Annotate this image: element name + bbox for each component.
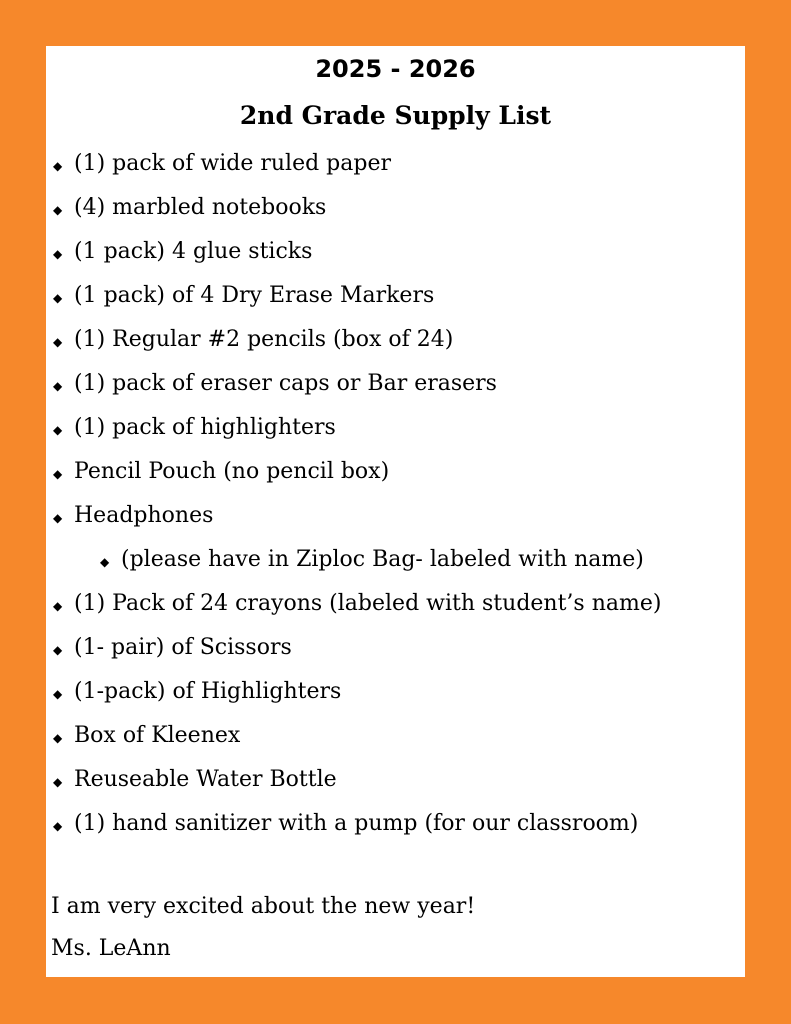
- diamond-bullet-icon: ◆: [53, 511, 63, 525]
- list-item-text: (1- pair) of Scissors: [74, 635, 292, 660]
- list-item-text: Pencil Pouch (no pencil box): [74, 459, 390, 484]
- diamond-bullet-icon: ◆: [53, 247, 63, 261]
- diamond-bullet-icon: ◆: [53, 291, 63, 305]
- list-item-text: (1) pack of eraser caps or Bar erasers: [74, 371, 497, 396]
- diamond-bullet-icon: ◆: [53, 643, 63, 657]
- signature: Ms. LeAnn: [51, 936, 171, 961]
- list-item-text: (1 pack) 4 glue sticks: [74, 239, 313, 264]
- page-title: 2nd Grade Supply List: [239, 101, 552, 130]
- list-item-text: (1) hand sanitizer with a pump (for our classroom): [74, 811, 639, 836]
- list-item: [46, 582, 745, 626]
- list-subitem-text: (please have in Ziploc Bag- labeled with name): [121, 547, 644, 572]
- list-item: [46, 758, 745, 802]
- diamond-bullet-icon: ◆: [53, 379, 63, 393]
- list-item: [46, 142, 745, 186]
- diamond-bullet-icon: ◆: [53, 819, 63, 833]
- diamond-bullet-icon: ◆: [53, 687, 63, 701]
- list-item: [46, 494, 745, 538]
- supply-list: [46, 142, 745, 846]
- diamond-bullet-icon: ◆: [53, 731, 63, 745]
- diamond-bullet-icon: ◆: [53, 159, 63, 173]
- list-item-text: Headphones: [74, 503, 214, 528]
- list-item-text: Reuseable Water Bottle: [74, 767, 337, 792]
- diamond-bullet-icon: ◆: [53, 467, 63, 481]
- diamond-bullet-icon: ◆: [100, 555, 110, 569]
- diamond-bullet-icon: ◆: [53, 335, 63, 349]
- list-item: [46, 318, 745, 362]
- list-item: [46, 274, 745, 318]
- list-item: [46, 186, 745, 230]
- list-subitem: [46, 538, 745, 582]
- list-item: [46, 802, 745, 846]
- diamond-bullet-icon: ◆: [53, 423, 63, 437]
- list-item: [46, 230, 745, 274]
- diamond-bullet-icon: ◆: [53, 599, 63, 613]
- list-item: [46, 714, 745, 758]
- list-item-text: (1) pack of wide ruled paper: [74, 151, 391, 176]
- list-item-text: (1) Regular #2 pencils (box of 24): [74, 327, 454, 352]
- diamond-bullet-icon: ◆: [53, 775, 63, 789]
- list-item-text: Box of Kleenex: [74, 723, 241, 748]
- list-item-text: (1) Pack of 24 crayons (labeled with student’s name): [74, 591, 662, 616]
- list-item-text: (1) pack of highlighters: [74, 415, 336, 440]
- list-item: [46, 406, 745, 450]
- list-item: [46, 450, 745, 494]
- diamond-bullet-icon: ◆: [53, 203, 63, 217]
- school-year: 2025 - 2026: [315, 55, 476, 83]
- closing-message: I am very excited about the new year!: [51, 894, 476, 919]
- list-item-text: (1-pack) of Highlighters: [74, 679, 342, 704]
- list-item: [46, 670, 745, 714]
- list-item-text: (4) marbled notebooks: [74, 195, 327, 220]
- list-item: [46, 626, 745, 670]
- list-item: [46, 362, 745, 406]
- list-item-text: (1 pack) of 4 Dry Erase Markers: [74, 283, 435, 308]
- supply-list-page: [46, 46, 745, 977]
